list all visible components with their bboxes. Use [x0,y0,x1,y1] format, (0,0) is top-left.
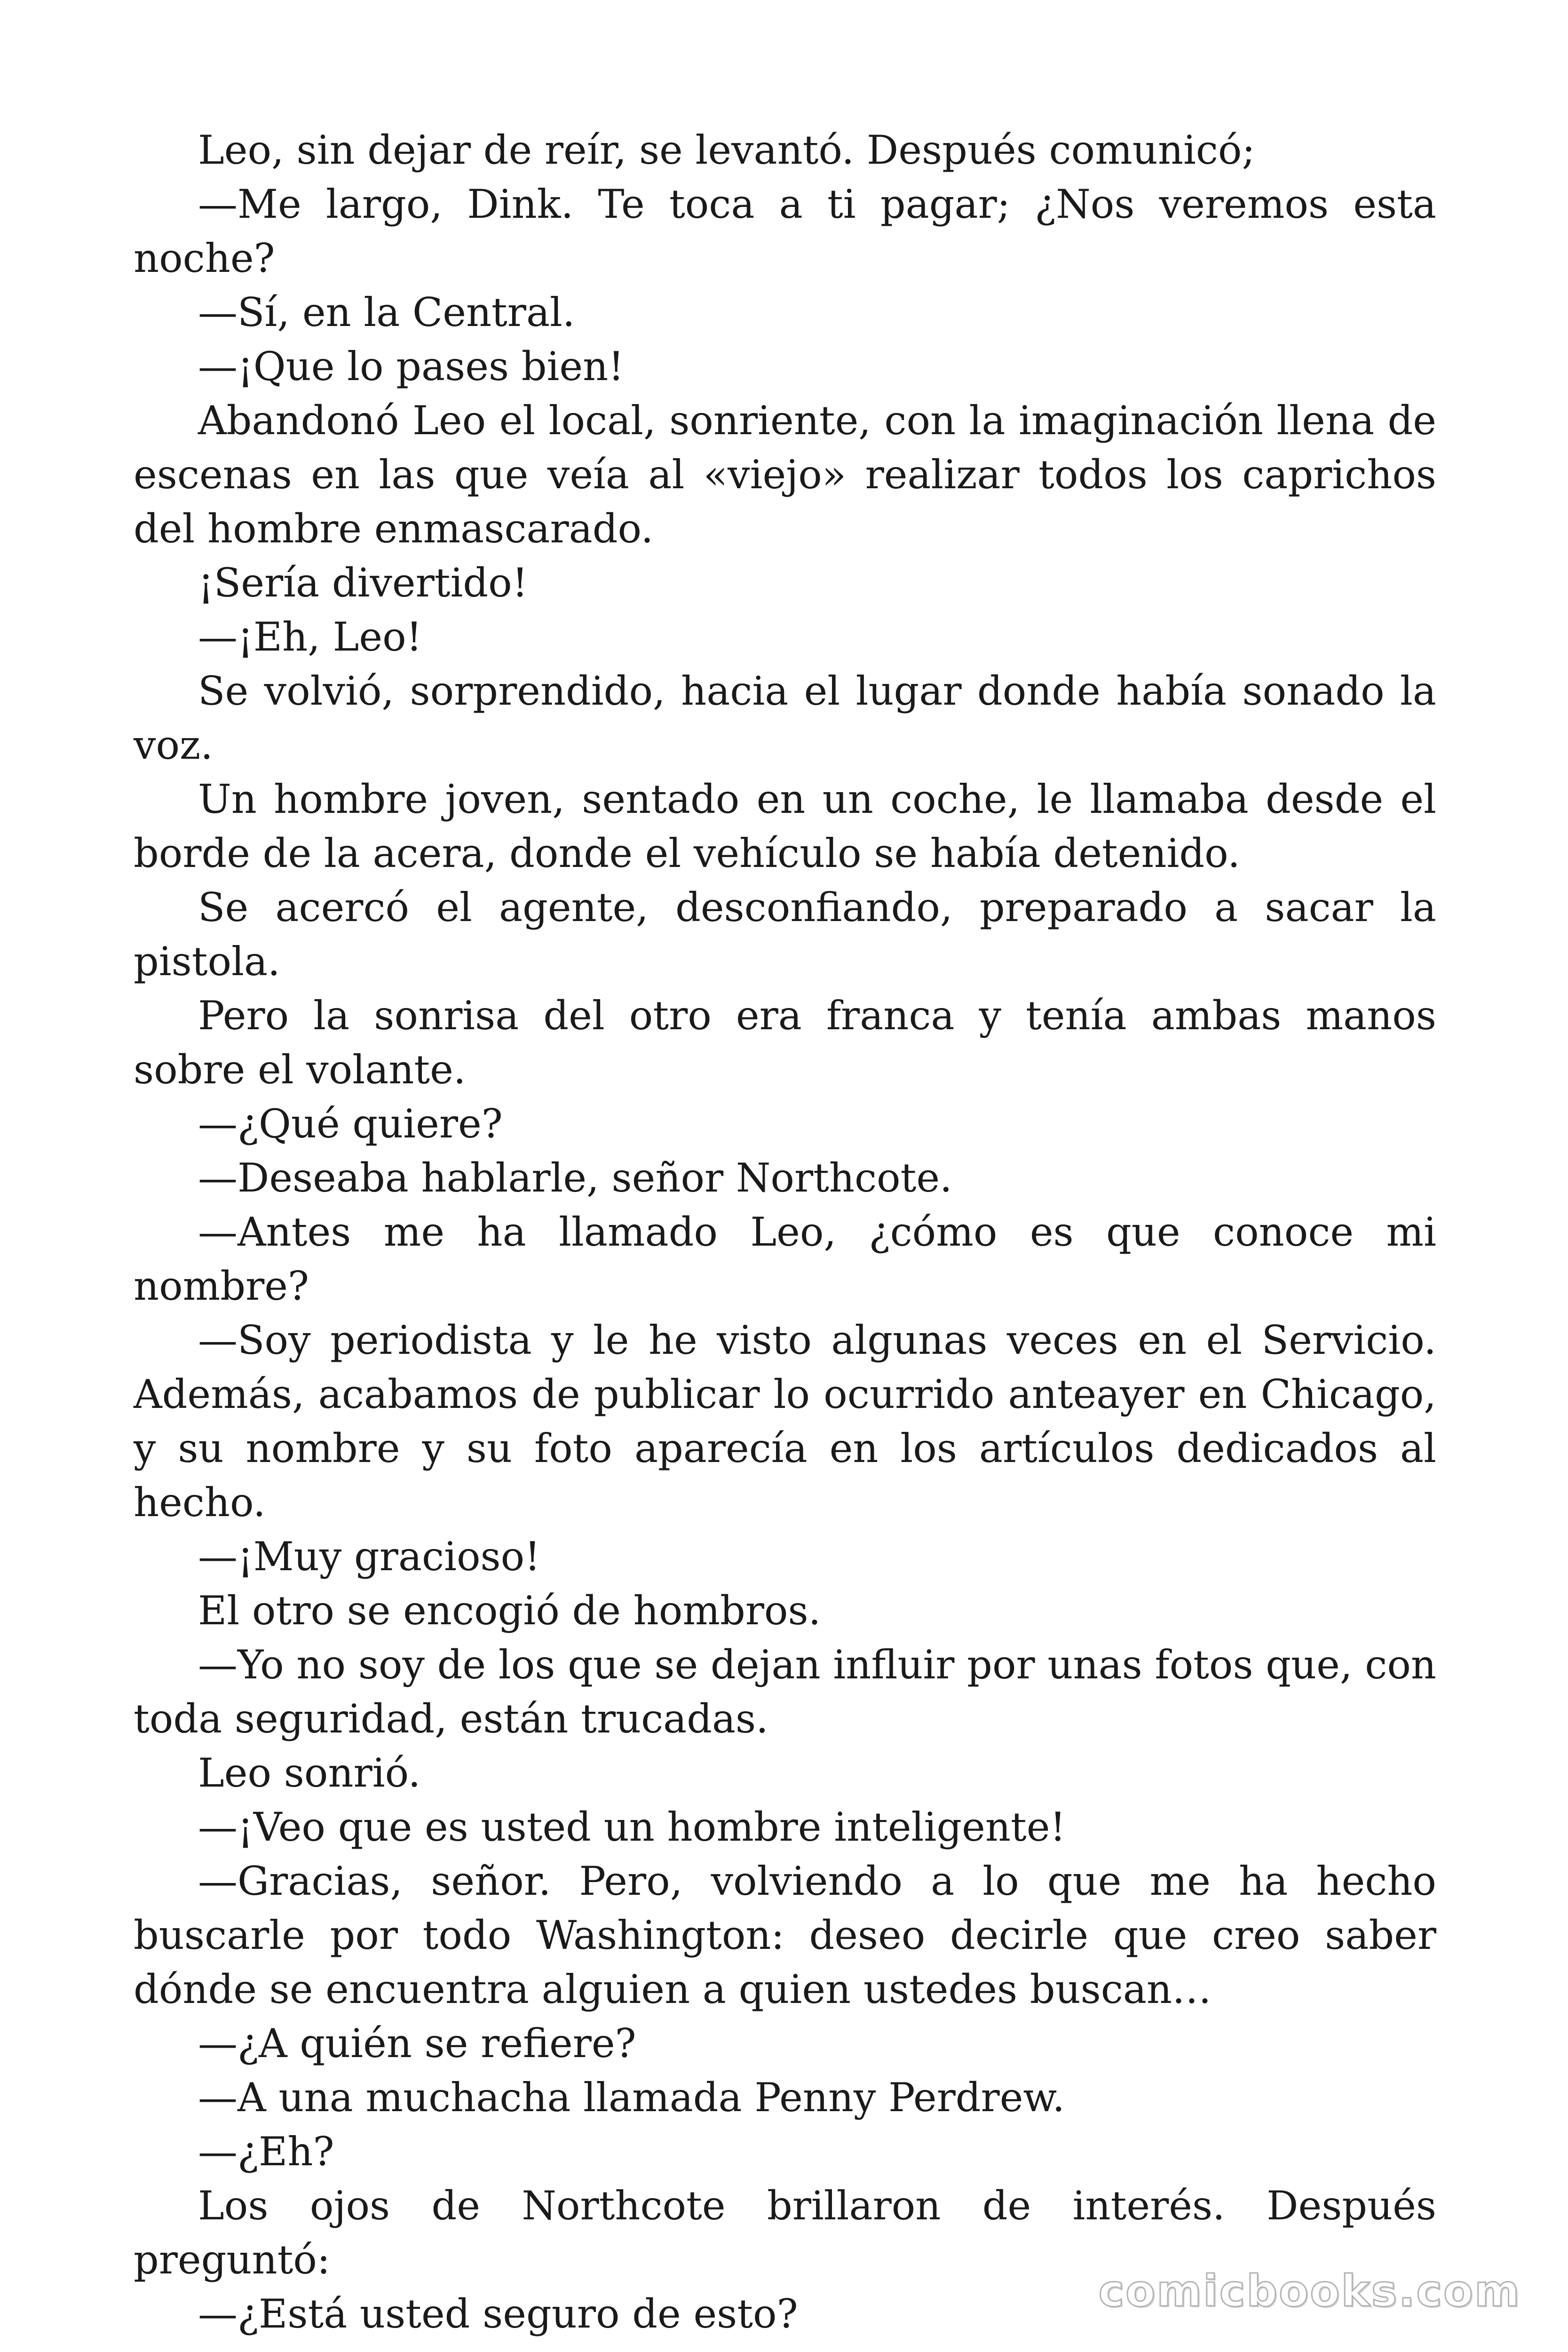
paragraph: —¡Eh, Leo! [198,614,422,660]
paragraph: —Deseaba hablarle, señor Northcote. [198,1155,952,1201]
paragraph: ¡Sería divertido! [198,560,528,606]
paragraph: —Gracias, señor. Pero, volviendo a lo que me ha hecho buscarle por todo Washington: deseo decirle que creo saber dónde se encuentra alguien a quien ustedes buscan… [134,1858,1436,2012]
paragraph: —Me largo, Dink. Te toca a ti pagar; ¿Nos veremos esta noche? [134,181,1436,281]
paragraph: Leo sonrió. [198,1750,421,1796]
paragraph: —¡Veo que es usted un hombre inteligente! [198,1804,1066,1850]
body-text [134,123,1436,2341]
paragraph: —Soy periodista y le he visto algunas veces en el Servicio. Además, acabamos de publicar lo ocurrido anteayer en Chicago, y su nombre y su foto aparecía en los artículos dedicados al hecho. [134,1317,1436,1526]
paragraph: Se volvió, sorprendido, hacia el lugar donde había sonado la voz. [134,668,1436,768]
paragraph: —¿Eh? [198,2129,334,2175]
paragraph: —A una muchacha llamada Penny Perdrew. [198,2074,1065,2121]
paragraph: —¡Muy gracioso! [198,1534,540,1580]
paragraph: —¡Que lo pases bien! [198,343,624,389]
paragraph: —¿Qué quiere? [198,1101,503,1147]
paragraph: Pero la sonrisa del otro era franca y tenía ambas manos sobre el volante. [134,993,1436,1093]
paragraph: Se acercó el agente, desconfiando, preparado a sacar la pistola. [134,884,1436,985]
paragraph: Un hombre joven, sentado en un coche, le llamaba desde el borde de la acera, donde el vehículo se había detenido. [134,776,1436,876]
watermark: comicbooks.com [1098,2266,1521,2316]
paragraph: —Sí, en la Central. [198,289,575,335]
paragraph: —Antes me ha llamado Leo, ¿cómo es que conoce mi nombre? [134,1209,1436,1309]
paragraph: Leo, sin dejar de reír, se levantó. Después comunicó; [198,127,1255,173]
paragraph: —Yo no soy de los que se dejan influir por unas fotos que, con toda seguridad, están trucadas. [134,1642,1436,1742]
paragraph: Los ojos de Northcote brillaron de interés. Después preguntó: [134,2183,1436,2283]
paragraph: El otro se encogió de hombros. [198,1588,821,1634]
paragraph: —¿Está usted seguro de esto? [198,2291,798,2337]
paragraph: Abandonó Leo el local, sonriente, con la imaginación llena de escenas en las que veía al «viejo» realizar todos los caprichos del hombre enmascarado. [134,397,1436,552]
paragraph: —¿A quién se refiere? [198,2020,636,2066]
